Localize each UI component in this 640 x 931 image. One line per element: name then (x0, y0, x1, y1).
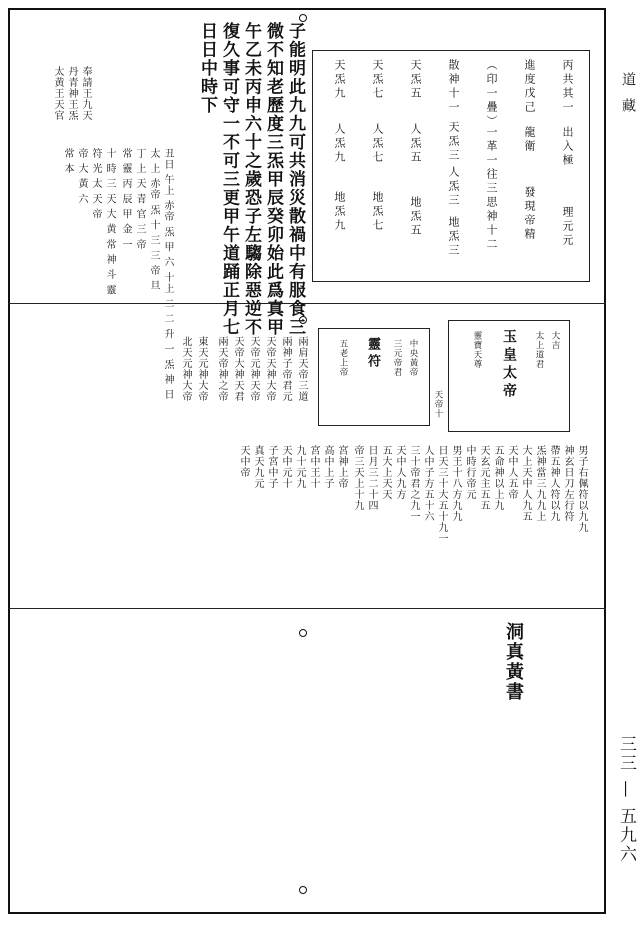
section-title: 洞真黃書 (503, 622, 524, 702)
talisman-1-inner-3: 大吉 (550, 331, 560, 350)
table-col-3-c2: 一革一往三 (485, 126, 498, 196)
mid-line-5: 天中元十 (280, 445, 291, 489)
right-line-8: 天玄元主五五 (478, 445, 489, 511)
table-col-6-c2: 人炁七 (371, 123, 384, 165)
right-line-11: 日天三十大五十九一 (436, 445, 447, 544)
left-line-1: 兩肩天帝三道 (296, 336, 307, 402)
table-col-4-c4: 地炁三 (447, 216, 460, 258)
talisman-1-inner-2: 太上道君 (534, 331, 544, 369)
table-col-5-c3: 地炁五 (409, 196, 422, 238)
note-2: 丹青神王炁 (66, 66, 77, 121)
note-1: 奉請王九天 (80, 66, 91, 121)
mid-line-3: 宮中王十 (308, 445, 319, 489)
table-col-5-head: 天炁五 (409, 59, 422, 101)
left-line-2: 兩神子帝君元 (280, 336, 291, 402)
main-text-line-2: 微不知老歷度三炁甲辰癸卯始此爲真甲 (263, 22, 283, 337)
main-text-line-4: 復久事可守一不可三更甲午道踊正月七 (219, 22, 239, 337)
right-line-2: 神玄日刀左行符 (562, 445, 573, 522)
talisman-2 (318, 328, 430, 426)
table-col-4-head: 散神十一 (447, 59, 460, 115)
right-line-13: 三十帝君之九一 (408, 445, 419, 522)
table-col-4-c3: 人炁三 (447, 166, 460, 208)
talisman-2-inner-3: 中央黃帝 (408, 339, 418, 377)
talisman-note-3: 丁 上 天 青 官 三 帝 (134, 148, 145, 251)
mid-line-8: 天中帝 (238, 445, 249, 478)
note-3: 太黄王天官 (52, 66, 63, 121)
talisman-note-1: 丑日 午上 赤帝 炁 甲 六 十上 二 二 升 一 炁 神 日 (162, 148, 173, 401)
right-line-6: 天中人五帝 (506, 445, 517, 500)
talisman-note-4: 常 靈 丙 辰 甲 金 一 (120, 148, 131, 251)
left-line-6: 兩天帝神之帝 (216, 336, 227, 402)
right-line-17: 帝三天上十九 (352, 445, 363, 511)
right-line-3: 帶五神人符以九 (548, 445, 559, 522)
table-col-7-c2: 人炁九 (333, 123, 346, 165)
table-col-7-head: 天炁九 (333, 59, 346, 101)
page-number: 三三 — 五九六 (616, 735, 636, 864)
right-line-14: 天中人九方 (394, 445, 405, 500)
table-col-7-c3: 地炁九 (333, 191, 346, 233)
main-text-line-5: 日日中時下 (197, 22, 217, 115)
left-line-7: 東天元神大帝 (196, 336, 207, 402)
binding-hole-bottom (299, 886, 307, 894)
right-line-16: 日月三二十四 (366, 445, 377, 511)
right-line-15: 五大上天天 (380, 445, 391, 500)
table-col-2-head: 進度戊己 (523, 59, 536, 115)
talisman-1-label: 玉皇太帝 (501, 329, 517, 401)
main-text-line-1: 子能明此九九可共消災散禍中有服食三 (285, 22, 305, 337)
panel-divider-1 (8, 303, 606, 304)
mid-line-4: 九十元九 (294, 445, 305, 489)
table-col-1-head: 丙共其一 (561, 59, 574, 115)
talisman-note-2: 太 上 赤帝 炁 十 三 三 帝 旦 (148, 148, 159, 292)
sub-text-3: 帝 大 黃 六 (76, 148, 87, 205)
right-line-10: 男王十八方九九 (450, 445, 461, 522)
table-col-5-c2: 人炁五 (409, 123, 422, 165)
mid-line-2: 高中上子 (322, 445, 333, 489)
panel-divider-2 (8, 608, 606, 609)
table-col-4-c2: 天炁三 (447, 121, 460, 163)
table-col-1-c2: 出入極 (561, 126, 574, 168)
table-col-6-c3: 地炁七 (371, 191, 384, 233)
mid-line-6: 子宮中子 (266, 445, 277, 489)
right-line-7: 五命神以上九 (492, 445, 503, 511)
sub-text-4: 常 本 (62, 148, 73, 175)
talisman-2-inner-2: 三元帝君 (392, 339, 402, 377)
binding-hole-top (299, 14, 307, 22)
talisman-table (312, 50, 590, 282)
table-col-2-c2: 龍衛 (523, 126, 536, 154)
right-line-5: 大上天中人九五 (520, 445, 531, 522)
binding-hole-mid2 (299, 629, 307, 637)
table-col-2-c3: 發現帝精 (523, 186, 536, 242)
talisman-1 (448, 320, 570, 432)
left-line-3: 天帝天神大帝 (264, 336, 275, 402)
right-line-12: 人中子方五十六 (422, 445, 433, 522)
sub-text-2: 符 光 太 天 帝 (90, 148, 101, 220)
right-line-9: 中時行帝元 (464, 445, 475, 500)
table-col-1-c3: 理元元 (561, 206, 574, 248)
sub-text-1: 十 時 三 天 大 黄 常 神 斗 靈 (104, 148, 115, 296)
right-line-4: 炁神當三九九上 (534, 445, 545, 522)
talisman-1-inner-1: 靈寶天尊 (472, 331, 482, 369)
mid-line-7: 真天九元 (252, 445, 263, 489)
table-col-3-c3: 思神十二 (485, 196, 498, 252)
table-col-6-head: 天炁七 (371, 59, 384, 101)
left-line-4: 天帝元神天帝 (248, 336, 259, 402)
talisman-2-label: 靈符 (365, 337, 380, 371)
talisman-2-inner-1: 五老上帝 (338, 339, 348, 377)
main-text-line-3: 午乙未丙申六十之歲恐子左騶除惡逆不 (241, 22, 261, 337)
left-line-5: 天帝大神天君 (232, 336, 243, 402)
left-line-8: 北天元神大帝 (180, 336, 191, 402)
table-col-3-head: （印一疊） (485, 59, 498, 129)
right-line-1: 男子右佩符以九九 (576, 445, 587, 533)
small-label: 天帝十 (433, 390, 443, 419)
collection-label: 道藏 (620, 72, 636, 124)
mid-line-1: 宮神上帝 (336, 445, 347, 489)
